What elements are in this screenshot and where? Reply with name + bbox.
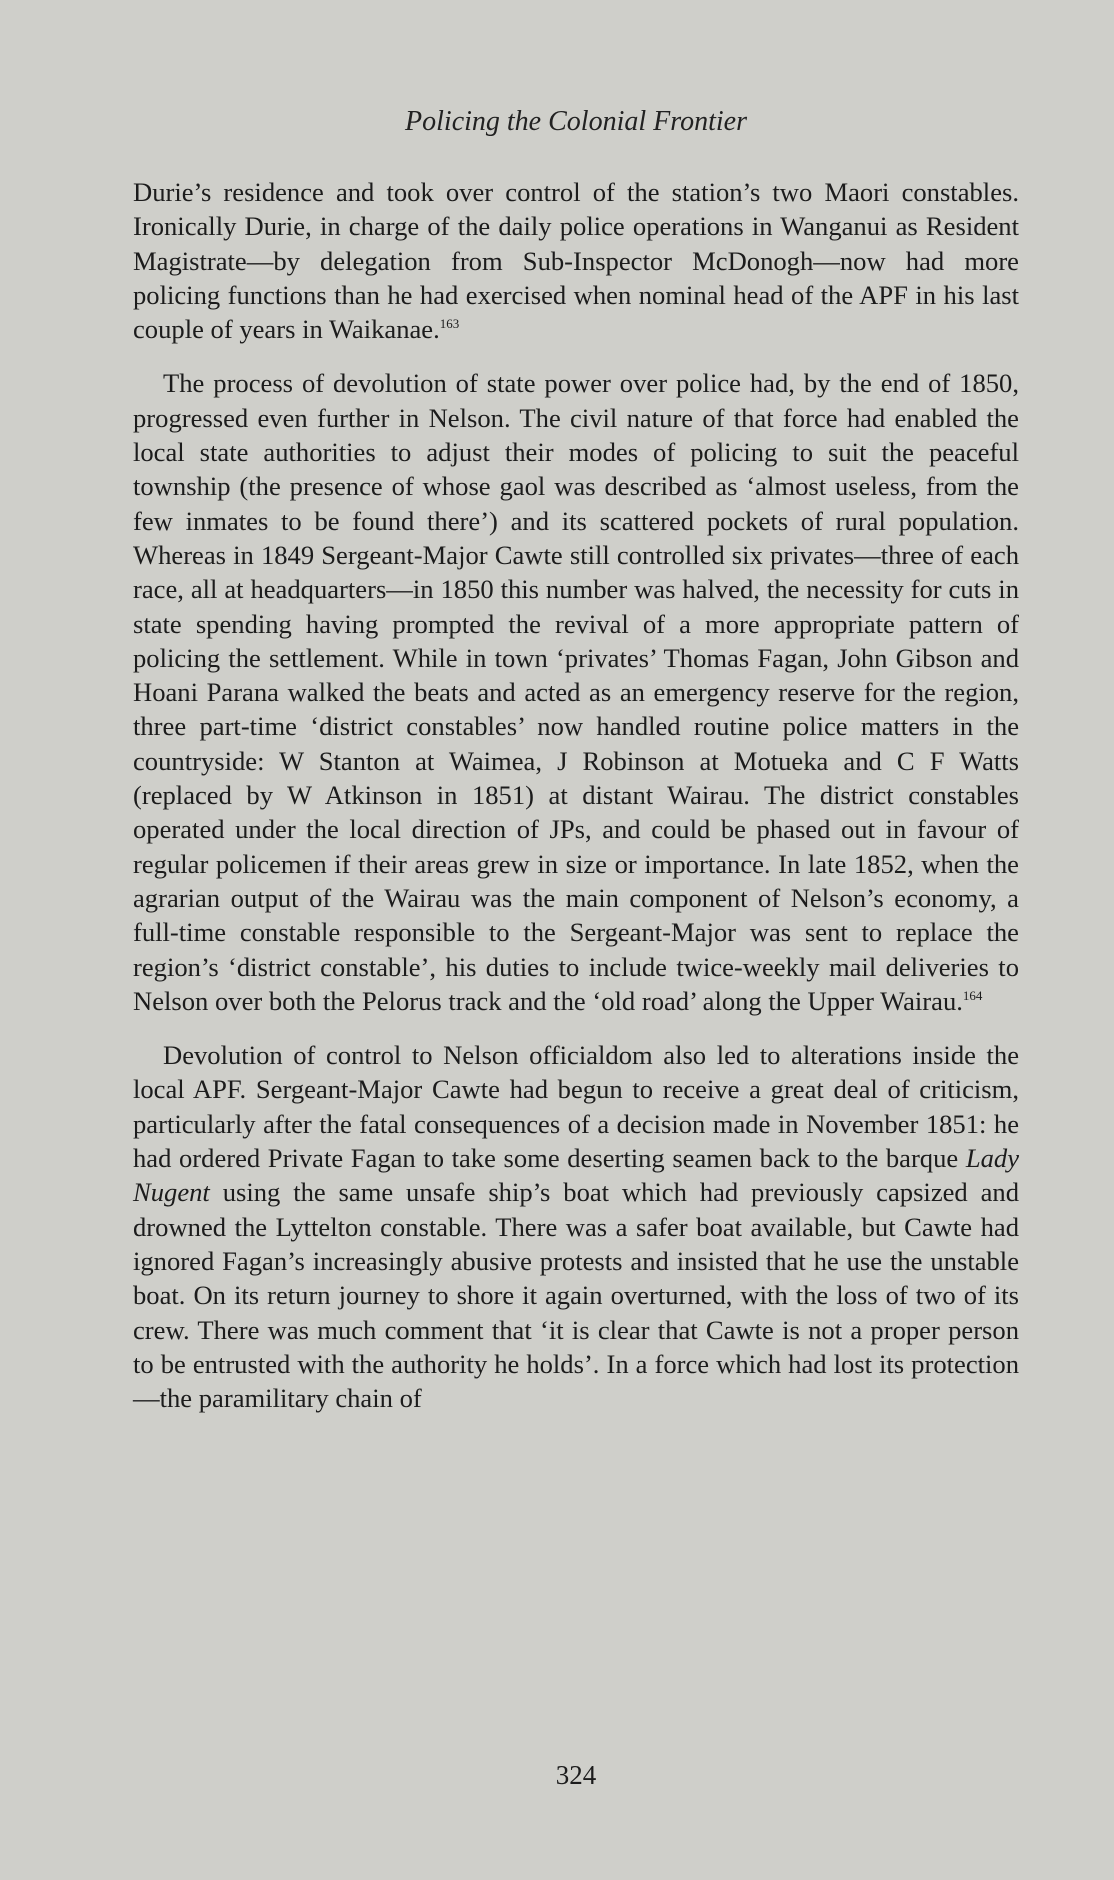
paragraph-2-text: The process of devolution of state power over police had, by the end of 1850, progressed even further in Nelson. The civil nature of that force had enabled the local state authorities to adjust their modes of policing to suit the peaceful township (the presence of whose gaol was described as ‘almost useless, from the few inmates to be found there’) and its scattered pockets of rural population. Whereas in 1849 Sergeant-Major Cawte still controlled six privates—three of each race, all at headquarters—in 1850 this number was halved, the necessity for cuts in state spending having prompted the revival of a more appropriate pattern of policing the settlement. While in town ‘privates’ Thomas Fagan, John Gibson and Hoani Parana walked the beats and acted as an emergency reserve for the region, three part-time ‘district constables’ now handled routine police matters in the countryside: W Stanton at Waimea, J Robinson at Motueka and C F Watts (replaced by W Atkinson in 1851) at distant Wairau. The district constables operated under the local direction of JPs, and could be phased out in favour of regular policemen if their areas grew in size or importance. In late 1852, when the agrarian output of the Wairau was the main component of Nelson’s economy, a full-time constable responsible to the Sergeant-Major was sent to replace the region’s ‘district constable’, his duties to include twice-weekly mail deliveries to Nelson over both the Pelorus track and the ‘old road’ along the Upper Wairau. — [133, 368, 1019, 1016]
paragraph-3-text-after: using the same unsafe ship’s boat which had previously capsized and drowned the Lyttelton constable. There was a safer boat available, but Cawte had ignored Fagan’s increasingly abusive protests and insisted that he use the unstable boat. On its return journey to shore it again overturned, with the loss of two of its crew. There was much comment that ‘it is clear that Cawte is not a proper person to be entrusted with the authority he holds’. In a force which had lost its protection—the paramilitary chain of — [133, 1177, 1019, 1414]
book-page — [133, 0, 1019, 1880]
running-head: Policing the Colonial Frontier — [405, 106, 747, 137]
body-text — [133, 175, 1019, 1435]
paragraph-1-text: Durie’s residence and took over control of the station’s two Maori constables. Ironically Durie, in charge of the daily police operations in Wanganui as Resident Magistrate—by delegation from Sub-Inspector McDonogh—now had more policing functions than he had exercised when nominal head of the APF in his last couple of years in Waikanae. — [133, 177, 1019, 345]
footnote-ref-163: 163 — [439, 316, 460, 332]
paragraph-3-text-before: Devolution of control to Nelson officialdom also led to alterations inside the local APF. Sergeant-Major Cawte had begun to receive a great deal of criticism, particularly after the fatal consequences of a decision made in November 1851: he had ordered Private Fagan to take some deserting seamen back to the barque — [133, 1040, 1019, 1174]
paragraph-3 — [133, 1038, 1019, 1415]
footnote-ref-164: 164 — [962, 987, 983, 1003]
ship-name: Lady Nugent — [133, 1143, 1019, 1208]
paragraph-2 — [133, 366, 1019, 1018]
page-number: 324 — [555, 1760, 597, 1790]
paragraph-1 — [133, 175, 1019, 346]
